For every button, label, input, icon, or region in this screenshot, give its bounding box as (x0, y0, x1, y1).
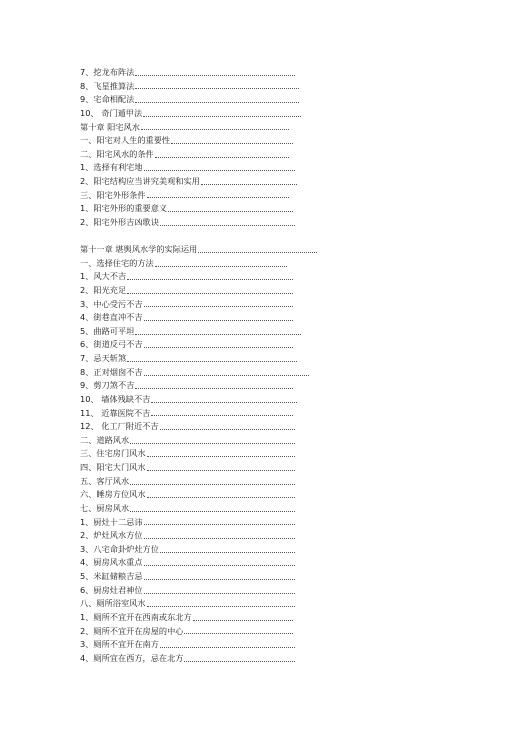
dot-leader (127, 276, 293, 280)
toc-entry-label: 3、厕所不宜开在南方 (80, 639, 159, 650)
toc-entry-label: 二、阳宅风水的条件 (80, 148, 154, 159)
toc-entry[interactable] (80, 488, 330, 502)
toc-entry-label: 七、厨房风水 (80, 502, 130, 513)
toc-chapter-heading[interactable] (80, 121, 330, 135)
toc-entry-label: 二、道路风水 (80, 434, 130, 445)
toc-entry-label: 6、厨房灶君神位 (80, 584, 143, 595)
toc-entry[interactable] (80, 325, 330, 339)
toc-entry-label: 五、客厅风水 (80, 475, 130, 486)
toc-entry[interactable] (80, 338, 330, 352)
toc-entry[interactable] (80, 148, 330, 162)
toc-entry-label: 8、飞星推算法 (80, 80, 135, 91)
dot-leader (135, 331, 301, 335)
toc-entry[interactable] (80, 366, 330, 380)
dot-leader (130, 481, 295, 485)
toc-entry-label: 10、 奇门遁甲法 (80, 107, 143, 118)
toc-entry[interactable] (80, 652, 330, 666)
dot-leader (135, 385, 293, 389)
toc-entry-label: 5、曲路可平坦 (80, 325, 135, 336)
toc-entry-label: 7、忌天斩煞 (80, 353, 127, 364)
toc-entry[interactable] (80, 202, 330, 216)
toc-entry-label: 八、厕所浴室风水 (80, 598, 146, 609)
toc-entry[interactable] (80, 298, 330, 312)
dot-leader (147, 467, 295, 471)
toc-entry[interactable] (80, 570, 330, 584)
toc-entry-label: 2、厕所不宜开在房屋的中心 (80, 625, 184, 636)
toc-entry-label: 2、炉灶风水方位 (80, 530, 143, 541)
toc-entry[interactable] (80, 461, 330, 475)
dot-leader (160, 644, 295, 648)
toc-entry[interactable] (80, 393, 330, 407)
dot-leader (130, 508, 295, 512)
toc-entry-label: 1、阳宅外形的重要意义 (80, 203, 168, 214)
dot-leader (147, 603, 295, 607)
toc-entry-label: 3、中心受污不吉 (80, 298, 143, 309)
toc-entry-label: 8、正对烟囱不吉 (80, 366, 143, 377)
dot-leader (141, 126, 289, 130)
toc-entry-label: 1、厕所不宜开在西南或东北方 (80, 611, 192, 622)
toc-entry[interactable] (80, 543, 330, 557)
toc-entry-label: 6、街道反弓不吉 (80, 339, 143, 350)
dot-leader (184, 630, 293, 634)
toc-entry[interactable] (80, 216, 330, 230)
toc-entry[interactable] (80, 584, 330, 598)
dot-leader (144, 562, 295, 566)
dot-leader (147, 453, 295, 457)
toc-entry-label: 4、厕所宜在西方，忌在北方 (80, 652, 184, 663)
toc-entry-label: 4、街巷直冲不吉 (80, 312, 143, 323)
dot-leader (144, 167, 295, 171)
dot-leader (127, 290, 293, 294)
toc-entry[interactable] (80, 284, 330, 298)
toc-entry-label: 第十一章 堪舆风水学的实际运用 (80, 244, 198, 255)
toc-entry[interactable] (80, 379, 330, 393)
dot-leader (135, 72, 295, 76)
dot-leader (144, 576, 295, 580)
dot-leader (135, 85, 299, 89)
toc-entry-label: 5、米缸储粮吉忌 (80, 571, 143, 582)
toc-entry[interactable] (80, 134, 330, 148)
dot-leader (160, 549, 295, 553)
toc-entry[interactable] (80, 175, 330, 189)
dot-leader (151, 399, 297, 403)
toc-entry[interactable] (80, 638, 330, 652)
toc-entry[interactable] (80, 189, 330, 203)
toc-entry[interactable] (80, 80, 330, 94)
toc-entry-label: 4、厨房风水重点 (80, 557, 143, 568)
toc-entry-label: 2、阳宅外形吉凶歌诀 (80, 216, 159, 227)
toc-entry-label: 三、住宅房门风水 (80, 448, 146, 459)
toc-chapter-heading[interactable] (80, 243, 330, 257)
toc-entry-label: 11、 近靠医院不吉 (80, 407, 151, 418)
toc-entry[interactable] (80, 270, 330, 284)
dot-leader (184, 658, 295, 662)
dot-leader (144, 535, 295, 539)
dot-leader (135, 99, 299, 103)
toc-entry[interactable] (80, 611, 330, 625)
dot-leader (151, 412, 293, 416)
toc-entry[interactable] (80, 529, 330, 543)
toc-entry-label: 四、阳宅大门风水 (80, 462, 146, 473)
toc-entry[interactable] (80, 502, 330, 516)
toc-entry[interactable] (80, 66, 330, 80)
toc-entry[interactable] (80, 93, 330, 107)
dot-leader (147, 194, 289, 198)
dot-leader (144, 317, 293, 321)
toc-entry[interactable] (80, 352, 330, 366)
dot-leader (130, 440, 295, 444)
toc-entry-label: 六、睡房方位风水 (80, 489, 146, 500)
dot-leader (171, 140, 293, 144)
dot-leader (198, 249, 317, 253)
dot-leader (160, 426, 295, 430)
dot-leader (147, 494, 295, 498)
dot-leader (201, 181, 297, 185)
toc-entry-label: 7、挖龙布阵法 (80, 67, 135, 77)
dot-leader (168, 208, 293, 212)
dot-leader (144, 521, 295, 525)
toc-entry-label: 一、选择住宅的方法 (80, 257, 154, 268)
toc-entry[interactable] (80, 447, 330, 461)
dot-leader (193, 617, 293, 621)
toc-entry-label: 1、选择有利宅地 (80, 162, 143, 173)
toc-entry[interactable] (80, 556, 330, 570)
dot-leader (144, 303, 293, 307)
dot-leader (143, 113, 301, 117)
toc-entry[interactable] (80, 625, 330, 639)
toc-entry[interactable] (80, 516, 330, 530)
dot-leader (144, 372, 309, 376)
toc-entry-label: 第十章 阳宅风水 (80, 121, 140, 132)
toc-entry[interactable] (80, 161, 330, 175)
toc-entry-label: 2、阳光充足 (80, 284, 127, 295)
toc-entry-label: 2、阳宅结构应当讲究美观和实用 (80, 176, 200, 186)
dot-leader (155, 263, 287, 267)
toc-entry[interactable] (80, 597, 330, 611)
toc-entry-label: 1、厨灶十二忌讳 (80, 516, 143, 527)
dot-leader (160, 222, 295, 226)
toc-entry-label: 3、八宅命卦炉灶方位 (80, 543, 159, 554)
toc-entry-label: 9、剪刀煞不吉 (80, 380, 135, 391)
toc-entry-label: 10、 墙体残缺不吉 (80, 393, 151, 404)
toc-entry[interactable] (80, 311, 330, 325)
toc-entry[interactable] (80, 475, 330, 489)
toc-entry-label: 一、阳宅对人生的重要性 (80, 135, 171, 146)
table-of-contents (80, 66, 330, 665)
toc-entry-label: 9、宅命相配法 (80, 94, 135, 105)
toc-entry-label: 三、阳宅外形条件 (80, 189, 146, 200)
toc-entry-label: 12、 化工厂附近不吉 (80, 421, 159, 432)
dot-leader (155, 154, 289, 158)
toc-entry[interactable] (80, 257, 330, 271)
toc-entry-label: 1、风大不吉 (80, 271, 127, 282)
toc-entry[interactable] (80, 420, 330, 434)
toc-entry[interactable] (80, 407, 330, 421)
toc-entry[interactable] (80, 434, 330, 448)
dot-leader (144, 344, 293, 348)
dot-leader (144, 590, 295, 594)
toc-entry[interactable] (80, 107, 330, 121)
dot-leader (127, 358, 297, 362)
